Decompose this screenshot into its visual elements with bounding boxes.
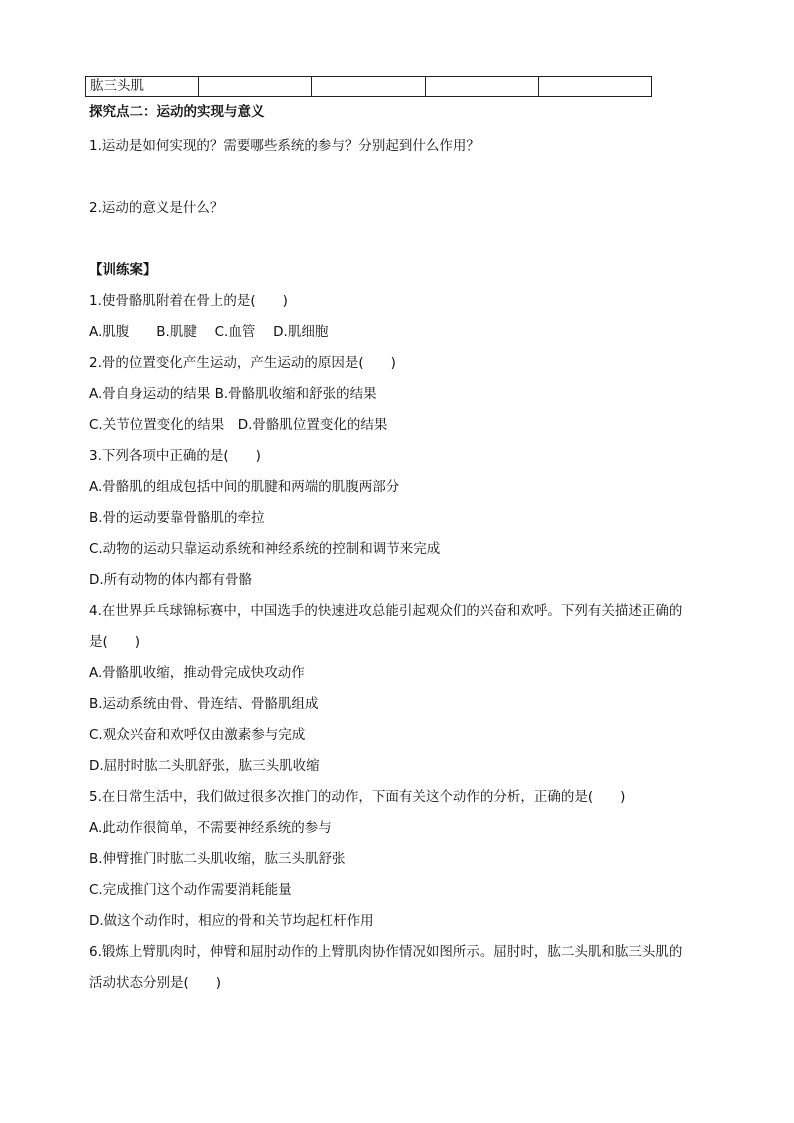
document-body (89, 102, 709, 1004)
list-item: D.所有动物的体内都有骨骼 (89, 572, 253, 588)
list-item: C.动物的运动只靠运动系统和神经系统的控制和调节来完成 (89, 541, 441, 557)
list-item: 1.使骨骼肌附着在骨上的是( ) (89, 293, 288, 309)
training-title: 【训练案】 (89, 262, 157, 278)
list-item: D.屈肘时肱二头肌舒张，肱三头肌收缩 (89, 758, 320, 774)
list-item: B.骨的运动要靠骨骼肌的牵拉 (89, 510, 265, 526)
table-cell: 肱三头肌 (86, 77, 199, 97)
list-item: A.肌腹 B.肌腱 C.血管 D.肌细胞 (89, 324, 329, 340)
list-item: C.观众兴奋和欢呼仅由激素参与完成 (89, 727, 306, 743)
muscle-table (85, 76, 652, 97)
section-title: 探究点二：运动的实现与意义 (89, 104, 265, 120)
training-list (89, 291, 709, 993)
list-item: B.伸臂推门时肱二头肌收缩，肱三头肌舒张 (89, 851, 346, 867)
table-row (86, 77, 652, 97)
table-cell (425, 77, 538, 97)
list-item: D.做这个动作时，相应的骨和关节均起杠杆作用 (89, 913, 374, 929)
table-cell (312, 77, 425, 97)
question-1: 1.运动是如何实现的？需要哪些系统的参与？分别起到什么作用？ (89, 138, 480, 154)
list-item: 3.下列各项中正确的是( ) (89, 448, 261, 464)
list-item: A.骨骼肌的组成包括中间的肌腱和两端的肌腹两部分 (89, 479, 400, 495)
list-item: C.关节位置变化的结果 D.骨骼肌位置变化的结果 (89, 417, 388, 433)
list-item: 6.锻炼上臂肌肉时，伸臂和屈肘动作的上臂肌肉协作情况如图所示。屈肘时，肱二头肌和肱三头肌的 (89, 944, 683, 960)
table-cell (199, 77, 312, 97)
list-item: 4.在世界乒乓球锦标赛中，中国选手的快速进攻总能引起观众们的兴奋和欢呼。下列有关描述正确的 (89, 603, 683, 619)
list-item: B.运动系统由骨、骨连结、骨骼肌组成 (89, 696, 319, 712)
list-item: 是( ) (89, 634, 141, 650)
list-item: C.完成推门这个动作需要消耗能量 (89, 882, 292, 898)
list-item: A.骨骼肌收缩，推动骨完成快攻动作 (89, 665, 305, 681)
list-item: A.此动作很简单，不需要神经系统的参与 (89, 820, 332, 836)
list-item: 活动状态分别是( ) (89, 975, 222, 991)
question-2: 2.运动的意义是什么？ (89, 200, 224, 216)
list-item: 5.在日常生活中，我们做过很多次推门的动作，下面有关这个动作的分析，正确的是( ) (89, 789, 626, 805)
list-item: 2.骨的位置变化产生运动，产生运动的原因是( ) (89, 355, 396, 371)
list-item: A.骨自身运动的结果 B.骨骼肌收缩和舒张的结果 (89, 386, 377, 402)
table-cell (538, 77, 651, 97)
